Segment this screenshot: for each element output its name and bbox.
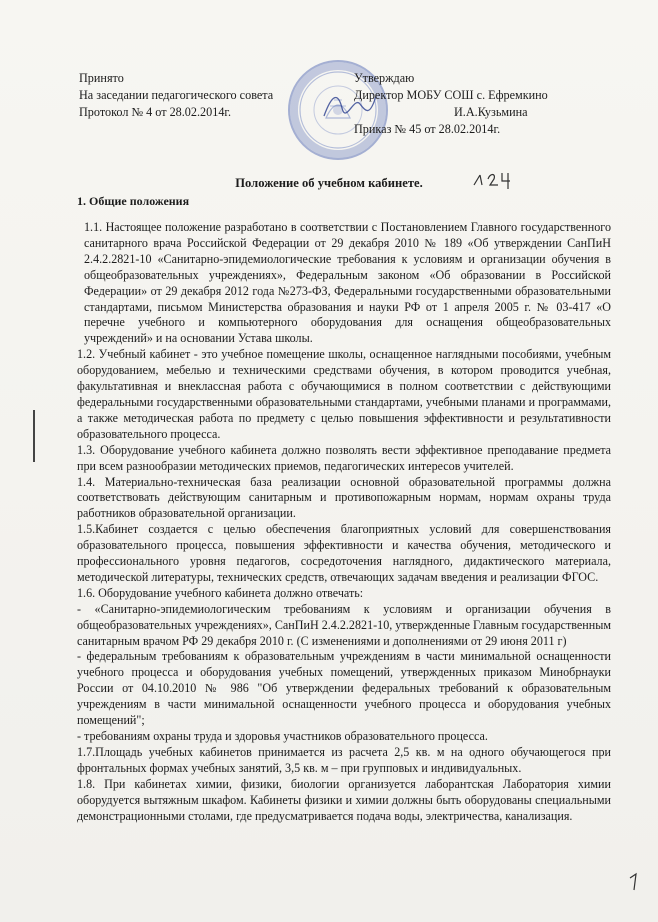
approval-block (79, 70, 319, 121)
list-item-sanpin: - «Санитарно-эпидемиологическим требованиям к условиям и организации обучения в общеобразовательных учреждениях», СанПиН 2.4.2.2821-10, утвержденные Главным государственным санитарным врачом РФ 29 декабря 2010 г. (С изменениями и дополнениями от 29 июня 2011 г) (77, 601, 611, 648)
director-line: Директор МОБУ СОШ с. Ефремкино (354, 88, 548, 102)
page-number-mark-icon (626, 872, 642, 892)
handwritten-note-icon (470, 167, 530, 193)
paragraph-1-2: 1.2. Учебный кабинет - это учебное помещение школы, оснащенное наглядными пособиями, учебным оборудованием, мебелью и техническими средствами обучения, в котором проводится учебная, факультативная и внеклассная работа с обучающимися в полном соответствии с действующими федеральными государственными образовательными стандартами, учебными планами и программами, а также методическая работа по предмету с целью повышения эффективности и результативности образовательного процесса. (77, 347, 611, 441)
council-line: На заседании педагогического совета (79, 88, 274, 102)
order-line: Приказ № 45 от 28.02.2014г. (354, 122, 501, 136)
paragraph-1-1: 1.1. Настоящее положение разработано в соответствии с Постановлением Главного государственного санитарного врача Российской Федерации от 29 декабря 2010 № 189 «Об утверждении СанПиН 2.4.2.2821-10 «Санитарно-эпидемиологические требования к условиям и организации обучения в общеобразовательных учреждениях», Федеральным законом «Об образовании в Российской Федерации» от 29 декабря 2012 года №273-ФЗ, Федеральными государственными образовательными стандартами, письмом Министерства образования и науки РФ от 1 апреля 2005 г. № 03-417 «О перечне учебного и компьютерного оборудования для оснащения общеобразовательных учреждений» и на основании Устава школы. (84, 220, 611, 346)
paragraph-1-6: 1.6. Оборудование учебного кабинета должно отвечать: (77, 585, 364, 600)
approve-label: Утверждаю (354, 71, 415, 85)
list-item-federal: - федеральным требованиям к образовательным учреждениям в части минимальной оснащенности учебного процесса и оборудования учебных помещений, утвержденных приказом Минобрнауки России от 04.10.2010 № 986 "Об утверждении федеральных требований к образовательным учреждениям в части минимальной оснащенности учебного процесса и оборудования учебных помещений"; (77, 649, 611, 728)
approval-label: Принято (79, 71, 124, 85)
document-title: Положение об учебном кабинете. (235, 176, 423, 190)
list-item-safety: - требованиям охраны труда и здоровья участников образовательного процесса. (77, 729, 488, 743)
margin-mark (33, 410, 35, 462)
paragraph-1-7: 1.7.Площадь учебных кабинетов принимается из расчета 2,5 кв. м на одного обучающегося при фронтальных формах учебных занятий, 3,5 кв. м – при групповых и индивидуальных. (77, 744, 611, 775)
section-heading: 1. Общие положения (77, 194, 190, 208)
document-body (77, 220, 611, 824)
paragraph-1-5: 1.5.Кабинет создается с целью обеспечения благоприятных условий для совершенствования образовательного процесса, повышения эффективности и качества обучения, методического и профессионального уровня педагогов, сосредоточения наглядного, дидактического материала, методической литературы, технических средств, отвечающих задачам введения и реализации ФГОС. (77, 522, 611, 584)
paragraph-1-8: 1.8. При кабинетах химии, физики, биологии организуется лаборантская Лаборатория химии оборудуется вытяжным шкафом. Кабинеты физики и химии должны быть оборудованы специальными демонстрационными столами, где предусматривается подача воды, электричества, канализация. (77, 776, 611, 823)
approval-signature-block (354, 70, 604, 138)
protocol-line: Протокол № 4 от 28.02.2014г. (79, 105, 232, 119)
director-name: И.А.Кузьмина (454, 105, 528, 119)
paragraph-1-4: 1.4. Материально-техническая база реализации основной образовательной программы должна соответствовать действующим санитарным и противопожарным нормам, нормам охраны труда работников образовательной организации. (77, 474, 611, 521)
paragraph-1-3: 1.3. Оборудование учебного кабинета должно позволять вести эффективное преподавание предмета при всем разнообразии методических приемов, педагогических интересов учителей. (77, 442, 611, 473)
